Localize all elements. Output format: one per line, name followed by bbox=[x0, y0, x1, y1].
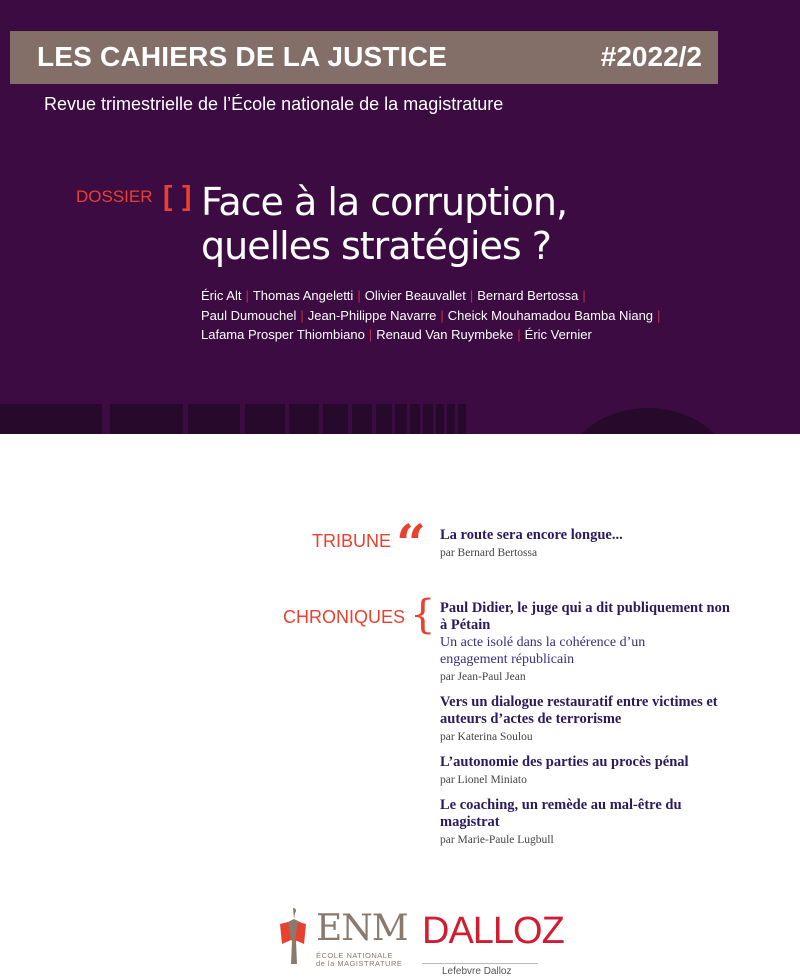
headline-line: Face à la corruption, bbox=[201, 180, 568, 224]
decorative-shape bbox=[0, 404, 102, 434]
article-author: par Marie-Paule Lugbull bbox=[440, 834, 554, 846]
author: Bernard Bertossa bbox=[477, 288, 579, 303]
author: Paul Dumouchel bbox=[201, 307, 297, 323]
cover-header bbox=[0, 0, 800, 434]
article-title: Vers un dialogue restauratif entre victimes et auteurs d’actes de terrorisme bbox=[440, 694, 718, 727]
decorative-shape bbox=[188, 404, 240, 434]
lefebvre-dalloz-label: Lefebvre Dalloz bbox=[442, 966, 512, 977]
author: Lafama Prosper Thiombiano bbox=[201, 327, 365, 342]
article-author: par Katerina Soulou bbox=[440, 731, 533, 743]
publisher-logos bbox=[278, 900, 564, 977]
dossier-label: DOSSIER bbox=[76, 187, 153, 206]
dalloz-logo: DALLOZ bbox=[422, 910, 564, 952]
quote-icon: “ bbox=[396, 514, 426, 575]
enm-logo: ENM bbox=[316, 908, 408, 949]
issue-number: #2022/2 bbox=[600, 41, 702, 72]
decorative-shape bbox=[447, 404, 455, 434]
enm-sub-line: de la MAGISTRATURE bbox=[316, 959, 403, 968]
journal-title: LES CAHIERS DE LA JUSTICE bbox=[37, 41, 448, 72]
author: Éric Alt bbox=[201, 288, 242, 303]
article-author: par Jean-Paul Jean bbox=[440, 671, 526, 683]
decorative-shape bbox=[110, 404, 183, 434]
headline-line: quelles stratégies ? bbox=[201, 224, 551, 268]
enm-sub-line: ÉCOLE NATIONALE bbox=[316, 951, 393, 960]
decorative-shape bbox=[245, 404, 285, 434]
authors-line: Lafama Prosper Thiombiano | Renaud Van Ruymbeke | Éric Vernier bbox=[201, 327, 592, 342]
decorative-shape bbox=[323, 404, 348, 434]
author: Olivier Beauvallet bbox=[364, 288, 466, 303]
author: Éric Vernier bbox=[524, 327, 592, 342]
dossier-authors bbox=[201, 286, 664, 345]
article-title: Paul Didier, le juge qui a dit publiquement non à Pétain bbox=[440, 600, 730, 633]
decorative-shape bbox=[436, 404, 444, 434]
article-subtitle: Un acte isolé dans la cohérence d’un engagement républicain bbox=[440, 635, 646, 667]
tribune-section bbox=[440, 527, 780, 570]
decorative-shape bbox=[289, 404, 319, 434]
decorative-arc bbox=[568, 408, 728, 434]
chroniques-section bbox=[440, 600, 780, 857]
article-title: L’autonomie des parties au procès pénal bbox=[440, 754, 689, 770]
author: Thomas Angeletti bbox=[252, 288, 354, 303]
article-title: Le coaching, un remède au mal-être du magistrat bbox=[440, 797, 682, 830]
chronique-article[interactable] bbox=[440, 754, 780, 788]
article-title: La route sera encore longue... bbox=[440, 527, 623, 543]
enm-figure-icon bbox=[278, 906, 308, 966]
author: Cheick Mouhamadou Bamba Niang bbox=[447, 307, 654, 323]
decorative-shape bbox=[352, 404, 372, 434]
chronique-article[interactable] bbox=[440, 600, 780, 685]
decorative-shape bbox=[395, 404, 407, 434]
author: Renaud Van Ruymbeke bbox=[376, 327, 514, 342]
brackets-icon: [ ] bbox=[163, 180, 193, 211]
brace-icon: { bbox=[410, 592, 436, 638]
chronique-article[interactable] bbox=[440, 694, 780, 745]
decorative-shape bbox=[423, 404, 433, 434]
author: Jean-Philippe Navarre bbox=[307, 307, 437, 323]
chronique-article[interactable] bbox=[440, 797, 780, 848]
decorative-shape bbox=[376, 404, 392, 434]
decorative-shape bbox=[410, 404, 420, 434]
decorative-shape bbox=[458, 404, 466, 434]
authors-line: Éric Alt | Thomas Angeletti | Olivier Beauvallet | Bernard Bertossa | bbox=[201, 288, 586, 303]
article-author: par Bernard Bertossa bbox=[440, 547, 538, 559]
enm-logo-subtitle bbox=[316, 952, 402, 968]
chroniques-label: CHRONIQUES bbox=[283, 607, 406, 627]
dossier-headline bbox=[201, 180, 567, 268]
authors-line: Paul Dumouchel | Jean-Philippe Navarre | Cheick Mouhamadou Bamba Niang | bbox=[201, 307, 661, 323]
journal-subtitle: Revue trimestrielle de l’École nationale de la magistrature bbox=[44, 94, 504, 114]
tribune-label: TRIBUNE bbox=[312, 531, 392, 551]
tribune-article[interactable] bbox=[440, 527, 780, 561]
divider bbox=[422, 963, 538, 964]
article-author: par Lionel Miniato bbox=[440, 774, 527, 786]
